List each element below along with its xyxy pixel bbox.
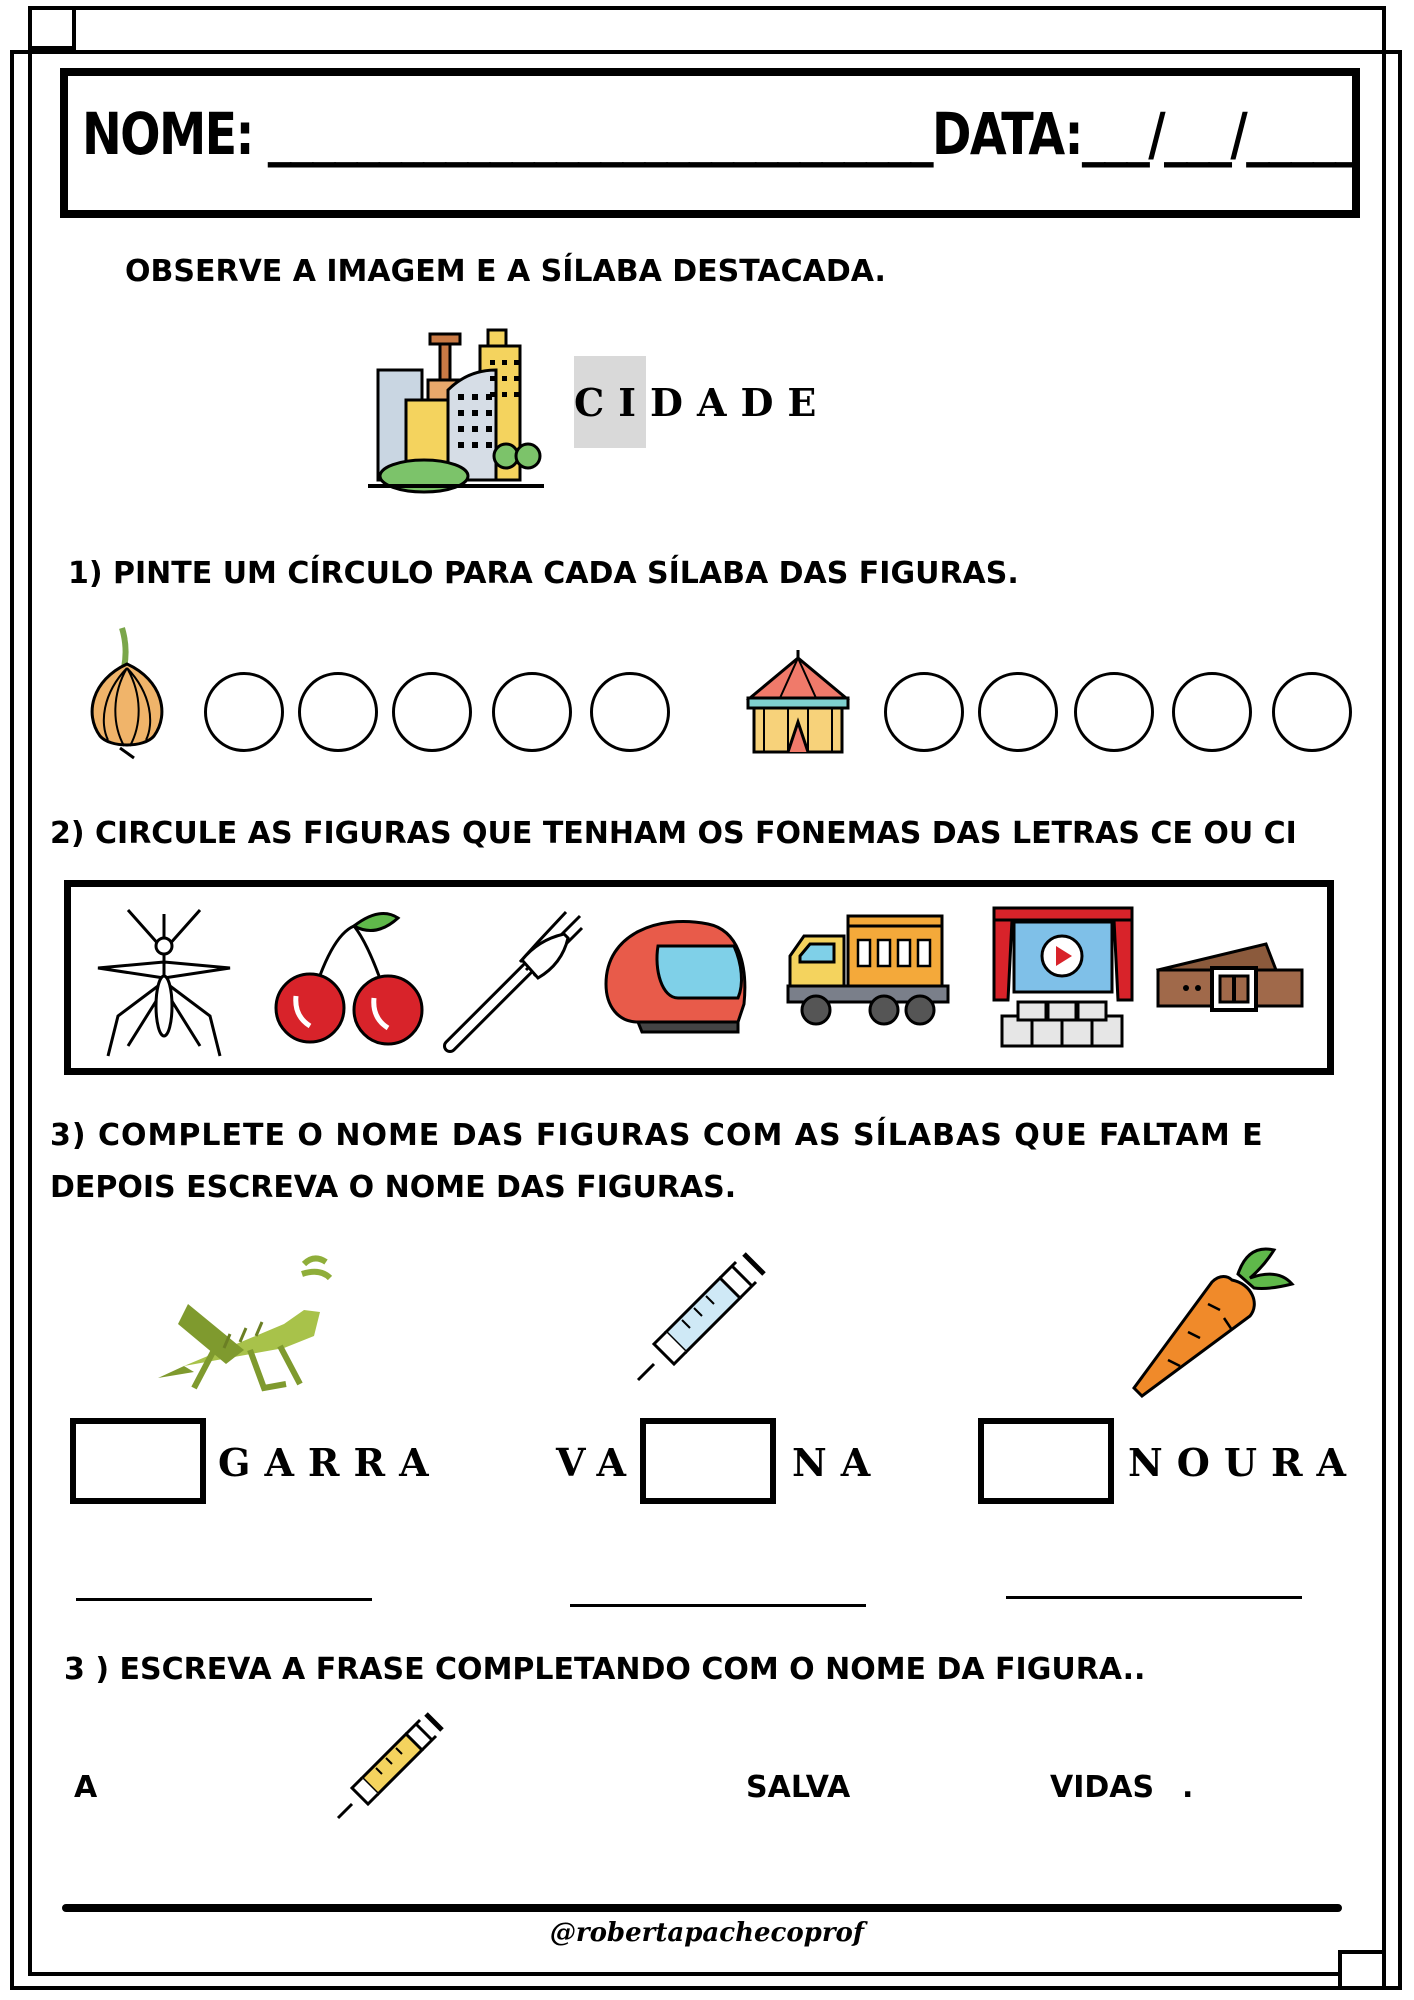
syllable-input-box[interactable]: [70, 1418, 206, 1504]
q2-instruction: 2) CIRCULE AS FIGURAS QUE TENHAM OS FONEMAS DAS LETRAS CE OU CI: [50, 816, 1297, 851]
answer-line[interactable]: [570, 1604, 866, 1607]
syllable-circle[interactable]: [392, 672, 472, 752]
syllable-circle[interactable]: [590, 672, 670, 752]
syllable-circle[interactable]: [1172, 672, 1252, 752]
cherry-icon[interactable]: [270, 906, 430, 1046]
fork-icon[interactable]: [442, 912, 584, 1054]
answer-line[interactable]: [1006, 1596, 1302, 1599]
syllable-circle[interactable]: [978, 672, 1058, 752]
sentence-word-a: A: [74, 1770, 98, 1805]
sentence-word-salva: SALVA: [746, 1770, 851, 1805]
onion-icon: [82, 624, 172, 760]
circus-tent-icon: [744, 650, 852, 754]
grasshopper-icon: [154, 1254, 330, 1390]
syllable-input-box[interactable]: [640, 1418, 776, 1504]
intro-instruction: OBSERVE A IMAGEM E A SÍLABA DESTACADA.: [125, 254, 886, 289]
name-date-line: NOME: ______________________________DATA:___/___/_____: [82, 100, 1357, 168]
syllable-circle[interactable]: [1272, 672, 1352, 752]
sentence-period: .: [1182, 1770, 1194, 1805]
syringe-word-ending: NA: [792, 1440, 885, 1485]
syllable-circle[interactable]: [492, 672, 572, 752]
syllable-circle[interactable]: [298, 672, 378, 752]
frame-corner-bottom-right: [1338, 1950, 1386, 1990]
answer-line[interactable]: [76, 1598, 372, 1601]
truck-icon[interactable]: [784, 912, 952, 1030]
q1-instruction: 1) PINTE UM CÍRCULO PARA CADA SÍLABA DAS FIGURAS.: [68, 556, 1019, 591]
belt-icon[interactable]: [1154, 930, 1306, 1020]
author-credit: @robertapachecoprof: [549, 1918, 865, 1948]
syllable-circle[interactable]: [1074, 672, 1154, 752]
carrot-icon: [1128, 1244, 1294, 1400]
sentence-word-vidas: VIDAS: [1050, 1770, 1155, 1805]
syllable-circle[interactable]: [884, 672, 964, 752]
city-icon: [368, 310, 544, 490]
syllable-circle[interactable]: [204, 672, 284, 752]
helmet-icon[interactable]: [598, 914, 750, 1034]
footer-writing-line[interactable]: [62, 1904, 1342, 1912]
carrot-word-ending: NOURA: [1128, 1440, 1361, 1485]
syllable-input-box[interactable]: [978, 1418, 1114, 1504]
syringe-icon: [636, 1248, 770, 1382]
q3-instruction-line2: DEPOIS ESCREVA O NOME DAS FIGURAS.: [50, 1170, 737, 1205]
q4-instruction: 3 ) ESCREVA A FRASE COMPLETANDO COM O NOME DA FIGURA..: [64, 1652, 1146, 1687]
frame-corner-top-left: [28, 6, 76, 50]
q3-instruction-line1: 3) COMPLETE O NOME DAS FIGURAS COM AS SÍLABAS QUE FALTAM E: [50, 1118, 1264, 1153]
grasshopper-word-ending: GARRA: [218, 1440, 443, 1485]
cinema-icon[interactable]: [990, 904, 1136, 1050]
syringe-word-start: VA: [556, 1440, 641, 1485]
example-word: CIDADE: [574, 380, 831, 425]
syringe-icon: [336, 1708, 448, 1820]
mosquito-icon[interactable]: [88, 906, 240, 1058]
